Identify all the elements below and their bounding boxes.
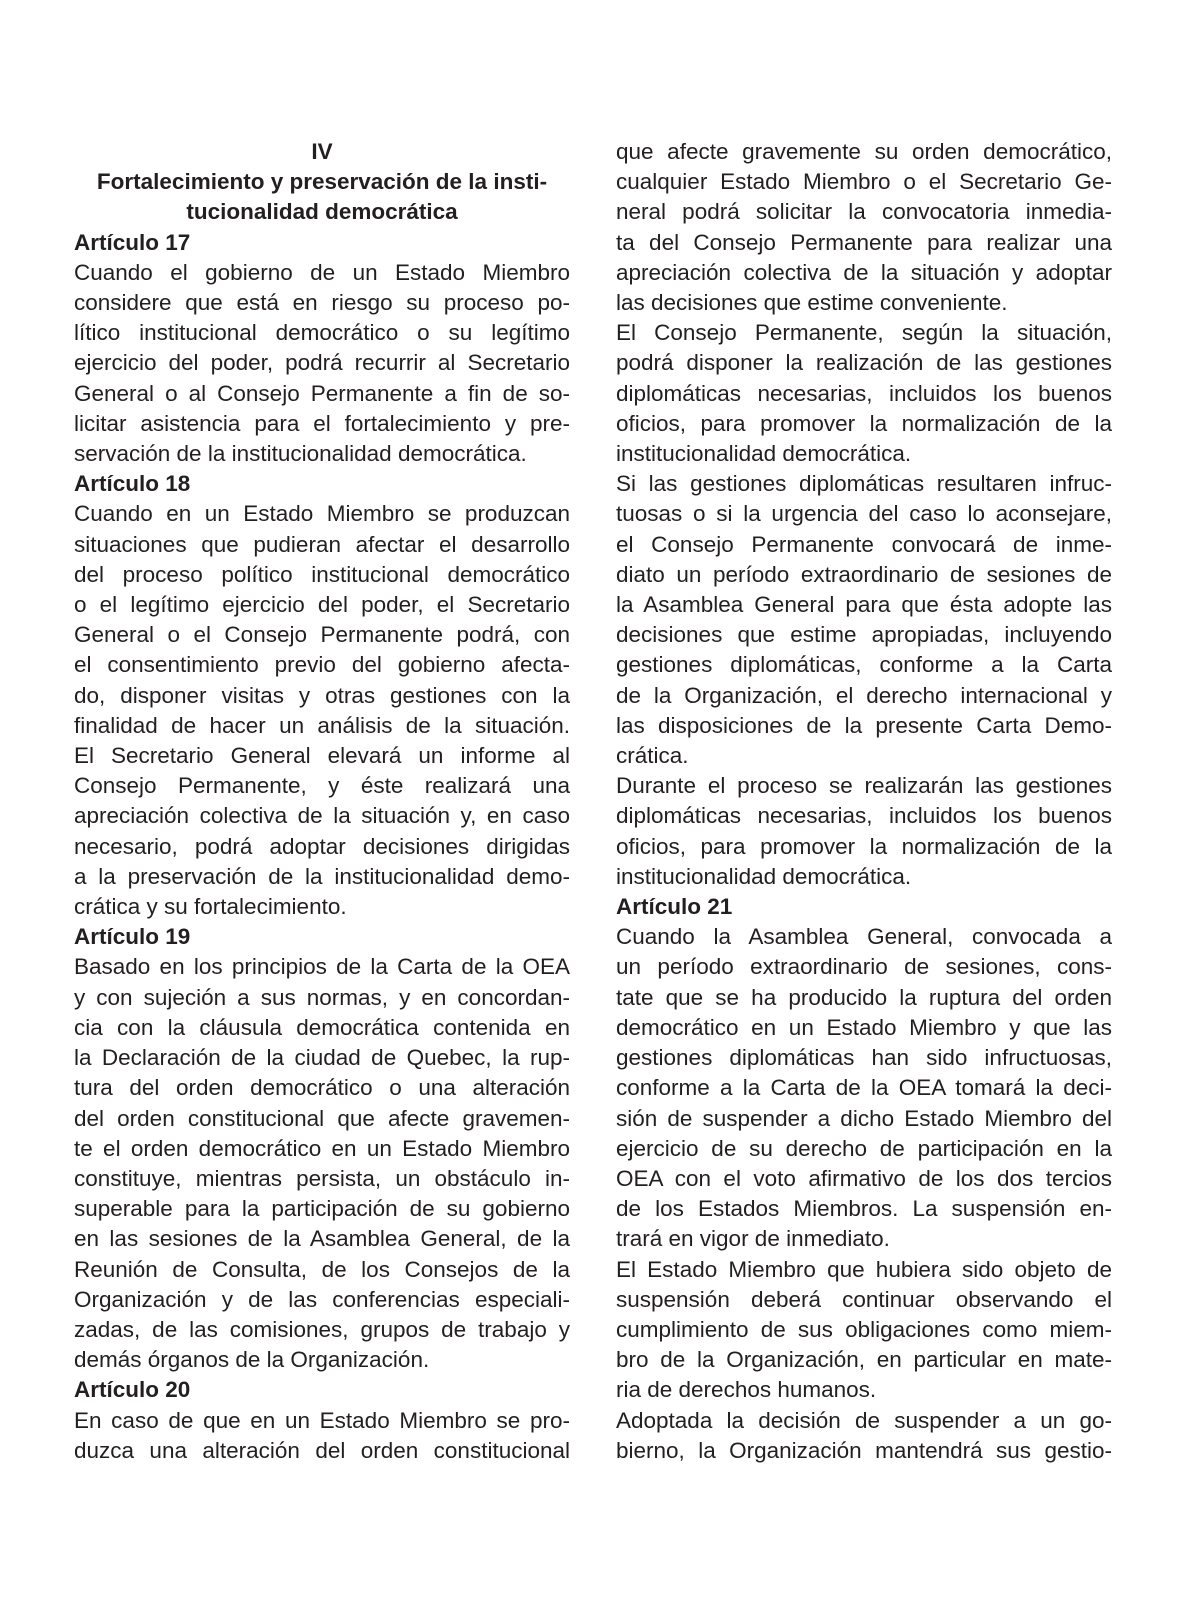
text-line: un período extraordinario de sesiones, cons- [616, 954, 1112, 980]
text-line: el consentimiento previo del gobierno afecta- [74, 652, 570, 678]
text-line: de los Estados Miembros. La suspensión en- [616, 1196, 1112, 1222]
paragraph [616, 922, 1112, 1254]
text-line: crática. [616, 743, 689, 769]
text-line: apreciación colectiva de la situación y adoptar [616, 259, 1112, 285]
text-line: ejercicio del poder, podrá recurrir al Secretario [74, 350, 570, 376]
text-line: democrático en un Estado Miembro y que las [616, 1014, 1112, 1040]
text-line: que afecte gravemente su orden democrático, [616, 139, 1112, 164]
paragraph [74, 258, 570, 469]
text-line: conforme a la Carta de la OEA tomará la deci- [616, 1075, 1112, 1101]
text-line: institucionalidad democrática. [616, 863, 912, 889]
text-line: a la preservación de la institucionalidad demo- [74, 863, 570, 889]
article-heading [616, 892, 1112, 922]
text-line: la Declaración de la ciudad de Quebec, la rup- [74, 1045, 570, 1071]
text-line: gestiones diplomáticas han sido infructuosas, [616, 1045, 1112, 1071]
text-line: bro de la Organización, en particular en mate- [616, 1347, 1112, 1373]
text-line: tate que se ha producido la ruptura del orden [616, 984, 1112, 1010]
text-line: Si las gestiones diplomáticas resultaren infruc- [616, 471, 1112, 497]
section-title-line: Fortalecimiento y preservación de la insti- [96, 169, 548, 195]
text-line: diplomáticas necesarias, incluidos los buenos [616, 803, 1112, 829]
section-number [74, 137, 570, 167]
text-line: del proceso político institucional democrático [74, 561, 570, 587]
text-line: diplomáticas necesarias, incluidos los buenos [616, 380, 1112, 406]
text-line: licitar asistencia para el fortalecimiento y pre- [74, 410, 570, 436]
paragraph [616, 1406, 1112, 1466]
section-number-text: IV [311, 139, 333, 164]
article [74, 1375, 570, 1466]
left-column [74, 137, 570, 1466]
text-line: Consejo Permanente, y éste realizará una [74, 773, 570, 799]
text-line: te el orden democrático en un Estado Miembro [74, 1135, 570, 1161]
paragraph [74, 1406, 570, 1466]
article-heading-text: Artículo 20 [74, 1377, 191, 1403]
paragraph [616, 1255, 1112, 1406]
article-heading [74, 1375, 570, 1405]
text-line: decisiones que estime apropiadas, incluyendo [616, 622, 1112, 648]
text-line: y con sujeción a sus normas, y en concordan- [74, 984, 570, 1010]
article-heading-text: Artículo 21 [616, 894, 733, 920]
text-line: El Secretario General elevará un informe al [74, 743, 570, 769]
paragraph [74, 952, 570, 1375]
text-line: gestiones diplomáticas, conforme a la Carta [616, 652, 1112, 678]
text-line: ejercicio de su derecho de participación en la [616, 1135, 1112, 1161]
text-line: El Estado Miembro que hubiera sido objeto de [616, 1256, 1112, 1282]
text-line: zadas, de las comisiones, grupos de trabajo y [74, 1316, 570, 1342]
left-articles [74, 228, 570, 1466]
text-line: Organización y de las conferencias especiali- [74, 1286, 570, 1312]
text-line: Cuando en un Estado Miembro se produzcan [74, 501, 570, 527]
article-heading [74, 922, 570, 952]
text-line: tuosas o si la urgencia del caso lo aconsejare, [616, 501, 1112, 527]
paragraph [616, 469, 1112, 771]
text-line: del orden constitucional que afecte gravemen- [74, 1105, 570, 1131]
text-line: situaciones que pudieran afectar el desarrollo [74, 531, 570, 557]
text-line: podrá disponer la realización de las gestiones [616, 350, 1112, 376]
article-heading-text: Artículo 18 [74, 471, 191, 497]
text-line: do, disponer visitas y otras gestiones con la [74, 682, 570, 708]
text-line: Cuando el gobierno de un Estado Miembro [74, 259, 570, 285]
article [74, 922, 570, 1375]
article-heading [74, 469, 570, 499]
text-line: tura del orden democrático o una alteración [74, 1075, 570, 1101]
text-line: El Consejo Permanente, según la situación, [616, 320, 1112, 346]
text-line: Cuando la Asamblea General, convocada a [616, 924, 1112, 950]
article [74, 469, 570, 922]
text-line: las disposiciones de la presente Carta Demo- [616, 712, 1112, 738]
text-line: Reunión de Consulta, de los Consejos de la [74, 1256, 570, 1282]
text-line: demás órganos de la Organización. [74, 1347, 430, 1373]
text-line: superable para la participación de su gobierno [74, 1196, 570, 1222]
paragraph [616, 771, 1112, 892]
text-line: ria de derechos humanos. [616, 1377, 877, 1403]
text-line: oficios, para promover la normalización de la [616, 833, 1112, 859]
text-line: cualquier Estado Miembro o el Secretario Ge- [616, 169, 1112, 195]
text-line: ta del Consejo Permanente para realizar una [616, 229, 1112, 255]
article [74, 228, 570, 470]
text-line: el Consejo Permanente convocará de inme- [616, 531, 1112, 557]
article-heading-text: Artículo 19 [74, 924, 191, 950]
text-line: en las sesiones de la Asamblea General, de la [74, 1226, 570, 1252]
paragraph [616, 318, 1112, 469]
text-line: diato un período extraordinario de sesiones de [616, 561, 1112, 587]
text-line: sión de suspender a dicho Estado Miembro del [616, 1105, 1112, 1131]
right-column [616, 137, 1112, 1466]
text-line: duzca una alteración del orden constitucional [74, 1437, 570, 1463]
text-line: General o el Consejo Permanente podrá, con [74, 622, 570, 648]
text-line: las decisiones que estime conveniente. [616, 290, 1008, 316]
text-line: Basado en los principios de la Carta de la OEA [74, 954, 570, 980]
text-line: suspensión deberá continuar observando el [616, 1286, 1112, 1312]
text-line: necesario, podrá adoptar decisiones dirigidas [74, 833, 570, 859]
text-line: neral podrá solicitar la convocatoria inmedia- [616, 199, 1112, 225]
paragraph [616, 137, 1112, 318]
text-line: finalidad de hacer un análisis de la situación. [74, 712, 570, 738]
text-line: constituye, mientras persista, un obstáculo in- [74, 1165, 570, 1191]
text-line: servación de la institucionalidad democrática. [74, 441, 527, 467]
text-line: OEA con el voto afirmativo de los dos tercios [616, 1165, 1112, 1191]
text-line: oficios, para promover la normalización de la [616, 410, 1112, 436]
text-line: lítico institucional democrático o su legítimo [74, 320, 570, 346]
article-heading-text: Artículo 17 [74, 229, 191, 255]
text-line: de la Organización, el derecho internacional y [616, 682, 1112, 708]
text-line: General o al Consejo Permanente a fin de so- [74, 380, 570, 406]
text-line: bierno, la Organización mantendrá sus gestio- [616, 1437, 1112, 1463]
section-title-line: tucionalidad democrática [186, 199, 458, 225]
text-line: apreciación colectiva de la situación y, en caso [74, 803, 570, 829]
text-line: institucionalidad democrática. [616, 441, 912, 467]
section-title [74, 167, 570, 227]
text-line: En caso de que en un Estado Miembro se pro- [74, 1407, 570, 1433]
text-line: considere que está en riesgo su proceso po- [74, 290, 570, 316]
text-line: la Asamblea General para que ésta adopte las [616, 592, 1112, 618]
article-heading [74, 228, 570, 258]
text-line: Adoptada la decisión de suspender a un go- [616, 1407, 1112, 1433]
text-line: cumplimiento de sus obligaciones como miem- [616, 1316, 1112, 1342]
text-line: cia con la cláusula democrática contenida en [74, 1014, 570, 1040]
paragraph [74, 499, 570, 922]
text-line: crática y su fortalecimiento. [74, 894, 347, 920]
text-line: o el legítimo ejercicio del poder, el Secretario [74, 592, 570, 618]
text-line: trará en vigor de inmediato. [616, 1226, 890, 1252]
text-line: Durante el proceso se realizarán las gestiones [616, 773, 1112, 799]
